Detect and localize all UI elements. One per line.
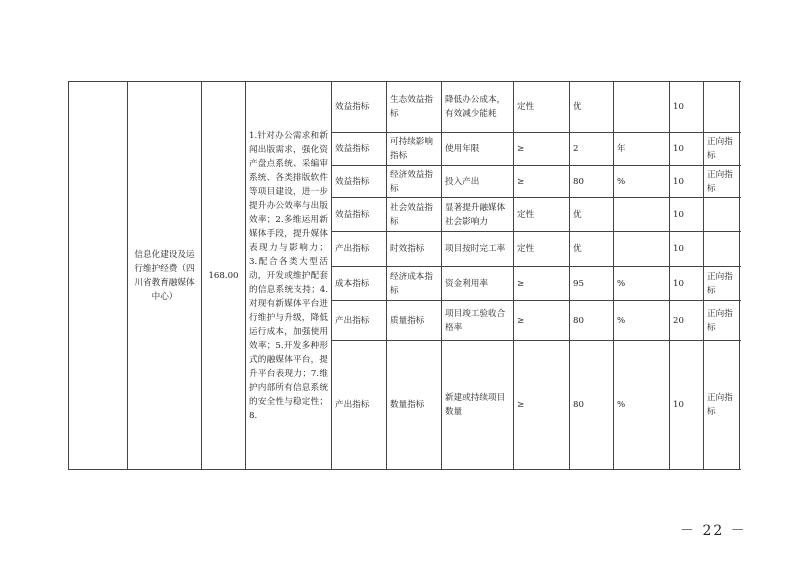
level2-cell: 经济效益指标 <box>387 166 442 198</box>
indicator-cell: 降低办公成本，有效减少能耗 <box>442 82 514 133</box>
weight-cell: 10 <box>670 166 704 198</box>
direction-cell: 正向指标 <box>704 166 740 198</box>
direction-cell: 正向指标 <box>704 341 740 470</box>
page-number: － 22 － <box>680 523 747 539</box>
level1-cell: 效益指标 <box>332 198 387 232</box>
level2-cell: 社会效益指标 <box>387 198 442 232</box>
indicator-cell: 投入产出 <box>442 166 514 198</box>
unit-cell <box>614 82 670 133</box>
indicator-cell: 资金利用率 <box>442 267 514 301</box>
level2-cell: 经济成本指标 <box>387 267 442 301</box>
nature-cell: ≥ <box>514 166 570 198</box>
unit-cell: % <box>614 301 670 341</box>
value-cell: 80 <box>570 301 614 341</box>
indicator-cell: 项目竣工验收合格率 <box>442 301 514 341</box>
level1-cell: 效益指标 <box>332 133 387 166</box>
unit-cell: % <box>614 341 670 470</box>
nature-cell: ≥ <box>514 341 570 470</box>
blank-cell <box>69 82 128 470</box>
weight-cell: 20 <box>670 301 704 341</box>
indicator-cell: 项目按时完工率 <box>442 232 514 267</box>
level2-cell: 可持续影响指标 <box>387 133 442 166</box>
weight-cell: 10 <box>670 133 704 166</box>
direction-cell: 正向指标 <box>704 133 740 166</box>
nature-cell: 定性 <box>514 82 570 133</box>
nature-cell: ≥ <box>514 133 570 166</box>
weight-cell: 10 <box>670 267 704 301</box>
weight-cell: 10 <box>670 232 704 267</box>
level2-cell: 时效指标 <box>387 232 442 267</box>
level1-cell: 产出指标 <box>332 301 387 341</box>
indicator-cell: 新建或持续项目数量 <box>442 341 514 470</box>
unit-cell <box>614 232 670 267</box>
value-cell: 优 <box>570 198 614 232</box>
unit-cell: 年 <box>614 133 670 166</box>
level1-cell: 产出指标 <box>332 341 387 470</box>
table-row <box>69 82 740 133</box>
direction-cell <box>704 198 740 232</box>
weight-cell: 10 <box>670 82 704 133</box>
level2-cell: 质量指标 <box>387 301 442 341</box>
level2-cell: 数量指标 <box>387 341 442 470</box>
value-cell: 80 <box>570 341 614 470</box>
unit-cell <box>614 198 670 232</box>
direction-cell: 正向指标 <box>704 301 740 341</box>
nature-cell: ≥ <box>514 267 570 301</box>
nature-cell: ≥ <box>514 301 570 341</box>
level1-cell: 效益指标 <box>332 166 387 198</box>
weight-cell: 10 <box>670 341 704 470</box>
value-cell: 优 <box>570 232 614 267</box>
description-cell: 1.针对办公需求和新闻出版需求，强化资产盘点系统、采编审系统、各类排版软件等项目建设，进一步提升办公效率与出版效率；2.多维运用新媒体手段，提升媒体表现力与影响力； 3.配合各类大型活动，开发或维护配套的信息系统支持；4.对现有新媒体平台进行维护与升级，降低运行成本，加强使用效率；5.开发多种形式的融媒体平台，提升平台表现力；7.维护内部所有信息系统的安全性与稳定性；8. <box>246 82 332 470</box>
direction-cell: 正向指标 <box>704 267 740 301</box>
nature-cell: 定性 <box>514 198 570 232</box>
unit-cell: % <box>614 267 670 301</box>
level1-cell: 产出指标 <box>332 232 387 267</box>
funds-cell: 168.00 <box>202 82 246 470</box>
level1-cell: 效益指标 <box>332 82 387 133</box>
level2-cell: 生态效益指标 <box>387 82 442 133</box>
direction-cell <box>704 232 740 267</box>
level1-cell: 成本指标 <box>332 267 387 301</box>
nature-cell: 定性 <box>514 232 570 267</box>
value-cell: 95 <box>570 267 614 301</box>
value-cell: 2 <box>570 133 614 166</box>
value-cell: 优 <box>570 82 614 133</box>
direction-cell <box>704 82 740 133</box>
project-name-cell: 信息化建设及运行维护经费（四川省教育融媒体中心） <box>128 82 202 470</box>
indicator-cell: 使用年限 <box>442 133 514 166</box>
value-cell: 80 <box>570 166 614 198</box>
performance-table <box>68 81 740 470</box>
unit-cell: % <box>614 166 670 198</box>
weight-cell: 10 <box>670 198 704 232</box>
indicator-cell: 显著提升融媒体社会影响力 <box>442 198 514 232</box>
